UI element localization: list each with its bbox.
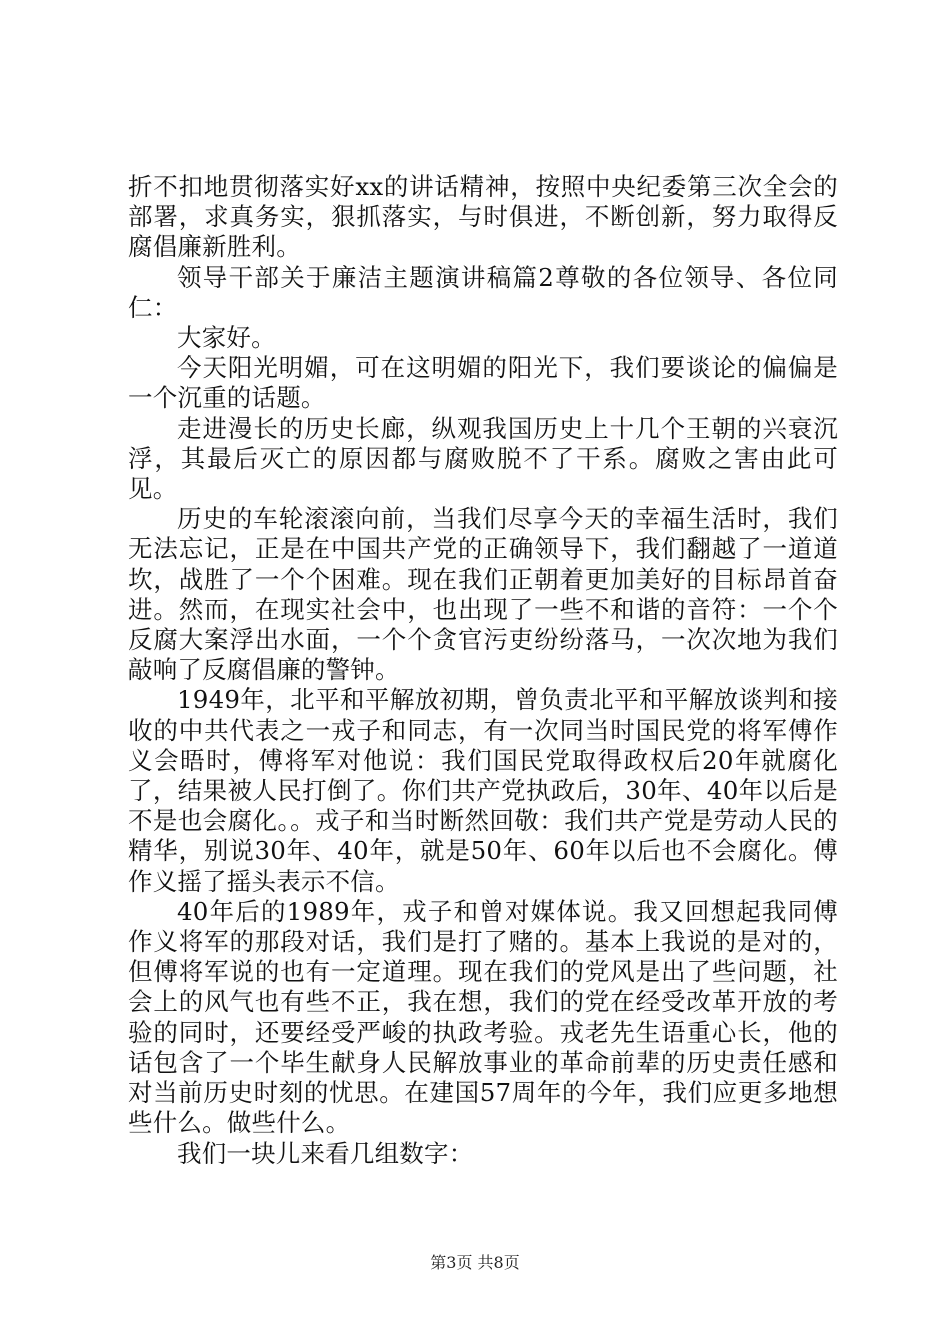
paragraph-2: 领导干部关于廉洁主题演讲稿篇2尊敬的各位领导、各位同仁： [128, 262, 838, 322]
paragraph-3: 大家好。 [177, 323, 276, 353]
paragraph-6: 历史的车轮滚滚向前，当我们尽享今天的幸福生活时，我们无法忘记，正是在中国共产党的正确领导下，我们翻越了一道道坎，战胜了一个个困难。现在我们正朝着更加美好的目标昂首奋进。然而，在现实社会中，也出现了一些不和谐的音符：一个个反腐大案浮出水面，一个个贪官污吏纷纷落马，一次次地为我们敲响了反腐倡廉的警钟。 [128, 504, 838, 685]
paragraph-9: 我们一块儿来看几组数字： [177, 1138, 474, 1168]
paragraph-5: 走进漫长的历史长廊，纵观我国历史上十几个王朝的兴衰沉浮，其最后灭亡的原因都与腐败脱不了干系。腐败之害由此可见。 [128, 413, 838, 504]
paragraph-7: 1949年，北平和平解放初期，曾负责北平和平解放谈判和接收的中共代表之一戎子和同志，有一次同当时国民党的将军傅作义会晤时，傅将军对他说：我们国民党取得政权后20年就腐化了，结果被人民打倒了。你们共产党执政后，30年、40年以后是不是也会腐化。。戎子和当时断然回敬：我们共产党是劳动人民的精华，别说30年、40年，就是50年、60年以后也不会腐化。傅作义摇了摇头表示不信。 [128, 685, 838, 896]
page-number: 第3页 共8页 [430, 1253, 520, 1272]
paragraph-1: 折不扣地贯彻落实好xx的讲话精神，按照中央纪委第三次全会的部署，求真务实，狠抓落实，与时俱进，不断创新，努力取得反腐倡廉新胜利。 [128, 172, 838, 262]
page-footer [0, 1250, 950, 1273]
document-body [128, 172, 838, 1169]
paragraph-8: 40年后的1989年，戎子和曾对媒体说。我又回想起我同傅作义将军的那段对话，我们是打了赌的。基本上我说的是对的，但傅将军说的也有一定道理。现在我们的党风是出了些问题，社会上的风气也有些不正，我在想，我们的党在经受改革开放的考验的同时，还要经受严峻的执政考验。戎老先生语重心长，他的话包含了一个毕生献身人民解放事业的革命前辈的历史责任感和对当前历史时刻的忧思。在建国57周年的今年，我们应更多地想些什么。做些什么。 [128, 896, 838, 1138]
paragraph-4: 今天阳光明媚，可在这明媚的阳光下，我们要谈论的偏偏是一个沉重的话题。 [128, 353, 838, 413]
